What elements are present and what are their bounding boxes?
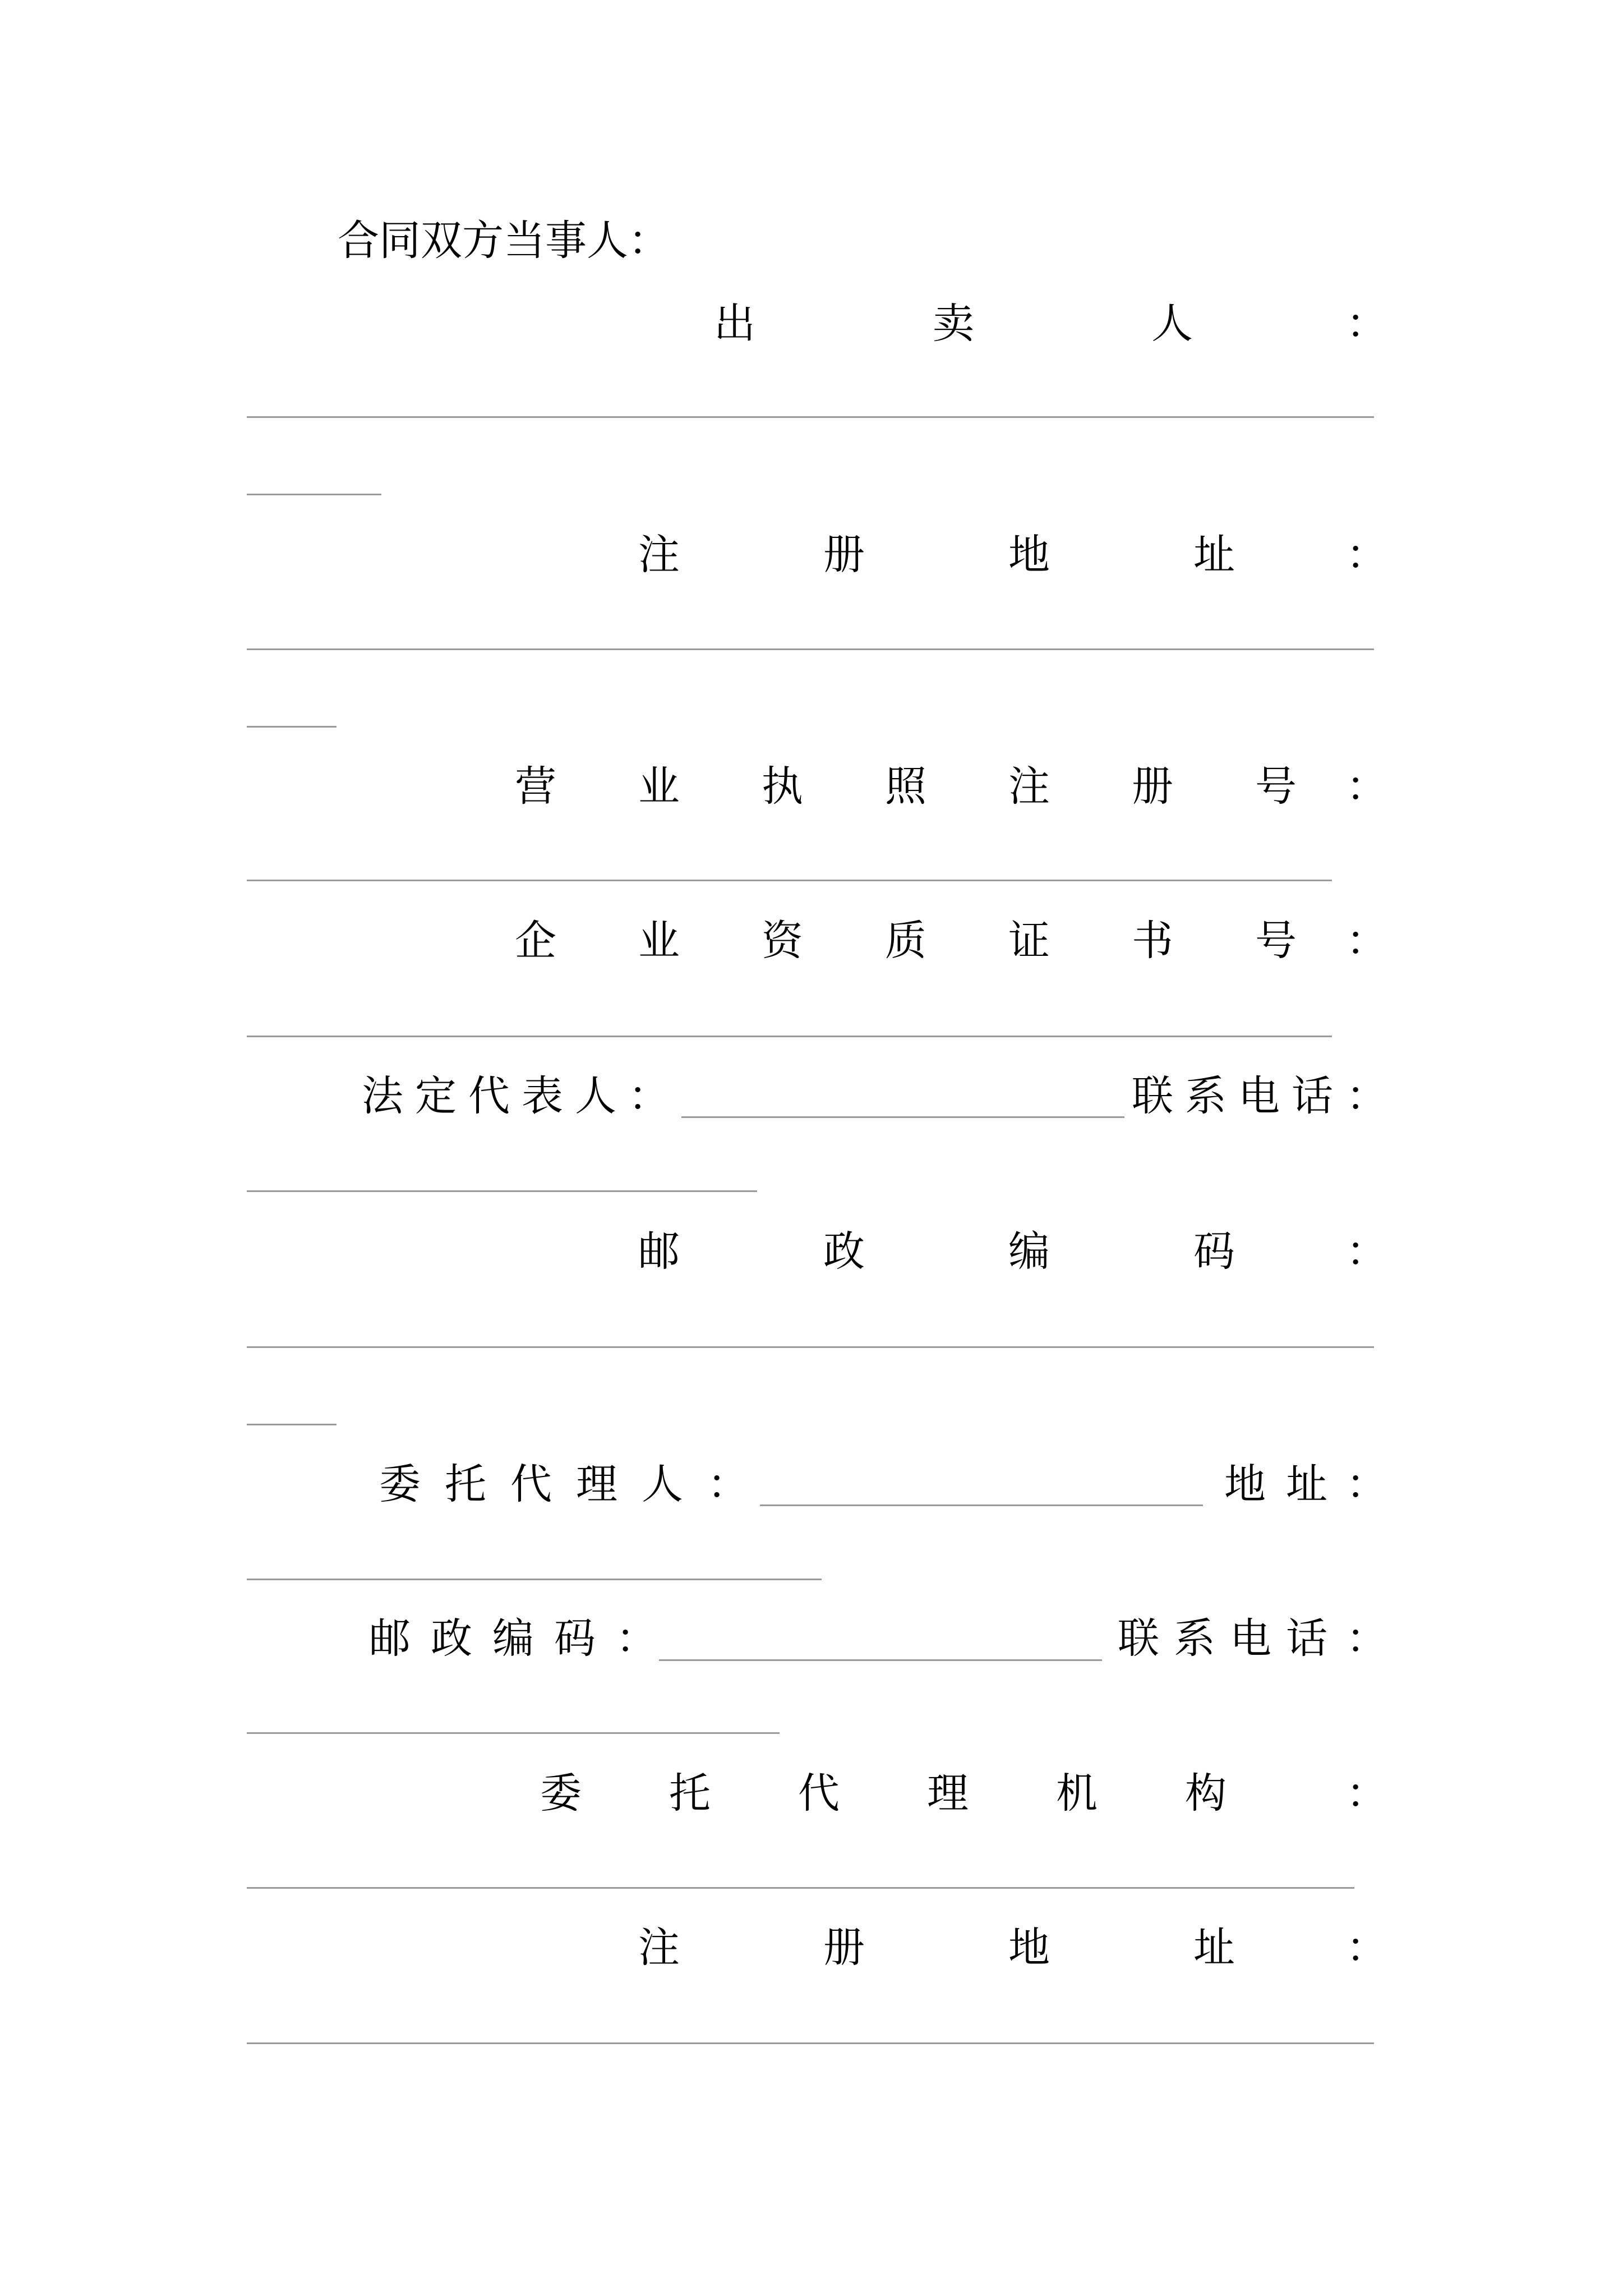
qualification-label-char: 号 xyxy=(1255,917,1297,965)
agent-label-char: 理 xyxy=(576,1460,617,1508)
license-label-char: 业 xyxy=(638,762,680,811)
seller-colon: ： xyxy=(1346,300,1387,348)
agency-address-label-char: 注 xyxy=(638,1924,680,1972)
agency-label-char: 机 xyxy=(1056,1769,1098,1818)
qualification-label-char: 业 xyxy=(638,917,680,965)
legal-rep-label-char: 人 xyxy=(575,1072,616,1120)
license-label-char: 营 xyxy=(515,762,556,811)
agency-label-char: 托 xyxy=(669,1769,711,1818)
agency-label-char: 构 xyxy=(1185,1769,1227,1818)
agent-postcode-label-char: 码 xyxy=(554,1614,596,1663)
qualification-label-char: 书 xyxy=(1132,917,1173,965)
legal-rep-phone-label-char: 话 xyxy=(1292,1072,1333,1120)
agency-label-char: 理 xyxy=(927,1769,969,1818)
seller-field-label-char: 出 xyxy=(714,300,755,348)
agent-address-blank-line[interactable] xyxy=(247,1579,822,1580)
license-blank-line[interactable] xyxy=(247,880,1332,881)
license-label-char: 执 xyxy=(762,762,803,811)
agent-phone-label-char: 联 xyxy=(1118,1614,1159,1663)
postcode-label-char: 邮 xyxy=(638,1227,680,1276)
license-label-char: 号 xyxy=(1255,762,1297,811)
agency-address-label-char: 册 xyxy=(823,1924,865,1972)
legal-rep-label-char: 代 xyxy=(468,1072,510,1120)
agent-postcode-label-char: 邮 xyxy=(369,1614,411,1663)
intro-heading: 合同双方当事人： xyxy=(338,217,670,265)
legal-rep-label-char: 定 xyxy=(415,1072,457,1120)
legal-rep-label-char: ： xyxy=(628,1072,670,1120)
agent-phone-colon: ： xyxy=(1346,1614,1387,1663)
postcode-label-char: 政 xyxy=(823,1227,865,1276)
postcode-blank-line[interactable] xyxy=(247,1346,1374,1348)
agency-address-blank-line[interactable] xyxy=(247,2042,1374,2044)
reg-address-blank-line-continued[interactable] xyxy=(247,726,336,728)
agent-label-char: 委 xyxy=(379,1460,421,1508)
qualification-blank-line[interactable] xyxy=(247,1036,1332,1037)
agent-label-char: ： xyxy=(707,1460,749,1508)
license-label-char: 照 xyxy=(885,762,926,811)
agent-phone-label-char: 电 xyxy=(1230,1614,1271,1663)
legal-rep-label-char: 法 xyxy=(362,1072,403,1120)
postcode-blank-line-continued[interactable] xyxy=(247,1424,336,1425)
legal-rep-phone-colon: ： xyxy=(1346,1072,1387,1120)
seller-blank-line[interactable] xyxy=(247,416,1374,418)
agent-address-colon: ： xyxy=(1346,1460,1387,1508)
agency-label-char: 代 xyxy=(798,1769,840,1818)
qualification-colon: ： xyxy=(1346,917,1387,965)
agent-label-char: 托 xyxy=(445,1460,486,1508)
postcode-colon: ： xyxy=(1346,1227,1387,1276)
agency-blank-line[interactable] xyxy=(247,1887,1354,1889)
legal-rep-label-char: 表 xyxy=(522,1072,563,1120)
reg-address-label-char: 地 xyxy=(1008,531,1050,579)
seller-blank-line-continued[interactable] xyxy=(247,494,381,495)
reg-address-colon: ： xyxy=(1346,531,1387,579)
agency-label-char: 委 xyxy=(540,1769,582,1818)
postcode-label-char: 编 xyxy=(1008,1227,1050,1276)
reg-address-blank-line[interactable] xyxy=(247,648,1374,650)
legal-rep-phone-label-char: 系 xyxy=(1185,1072,1227,1120)
agency-colon: ： xyxy=(1346,1769,1387,1818)
agent-postcode-label-char: 编 xyxy=(492,1614,534,1663)
agent-postcode-label-char: 政 xyxy=(431,1614,472,1663)
agent-phone-label-char: 系 xyxy=(1174,1614,1215,1663)
agent-postcode-label-char: ： xyxy=(616,1614,657,1663)
reg-address-label-char: 注 xyxy=(638,531,680,579)
qualification-label-char: 资 xyxy=(762,917,803,965)
reg-address-label-char: 册 xyxy=(823,531,865,579)
postcode-label-char: 码 xyxy=(1193,1227,1235,1276)
agent-blank-line[interactable] xyxy=(760,1504,1203,1506)
agency-address-colon: ： xyxy=(1346,1924,1387,1972)
license-label-char: 注 xyxy=(1008,762,1050,811)
seller-field-label-char: 卖 xyxy=(933,300,974,348)
legal-rep-phone-label-char: 联 xyxy=(1132,1072,1173,1120)
license-colon: ： xyxy=(1346,762,1387,811)
legal-rep-blank-line[interactable] xyxy=(681,1116,1124,1118)
license-label-char: 册 xyxy=(1132,762,1173,811)
legal-rep-phone-blank-line[interactable] xyxy=(247,1190,757,1192)
agent-address-label-char: 址 xyxy=(1286,1460,1327,1508)
agency-address-label-char: 址 xyxy=(1193,1924,1235,1972)
agent-postcode-blank-line[interactable] xyxy=(659,1659,1102,1661)
agency-address-label-char: 地 xyxy=(1008,1924,1050,1972)
agent-phone-blank-line[interactable] xyxy=(247,1732,780,1734)
qualification-label-char: 证 xyxy=(1008,917,1050,965)
reg-address-label-char: 址 xyxy=(1193,531,1235,579)
seller-field-label-char: 人 xyxy=(1151,300,1193,348)
qualification-label-char: 企 xyxy=(515,917,556,965)
agent-label-char: 人 xyxy=(642,1460,683,1508)
agent-phone-label-char: 话 xyxy=(1286,1614,1327,1663)
qualification-label-char: 质 xyxy=(885,917,926,965)
legal-rep-phone-label-char: 电 xyxy=(1238,1072,1280,1120)
agent-label-char: 代 xyxy=(510,1460,552,1508)
agent-address-label-char: 地 xyxy=(1224,1460,1266,1508)
